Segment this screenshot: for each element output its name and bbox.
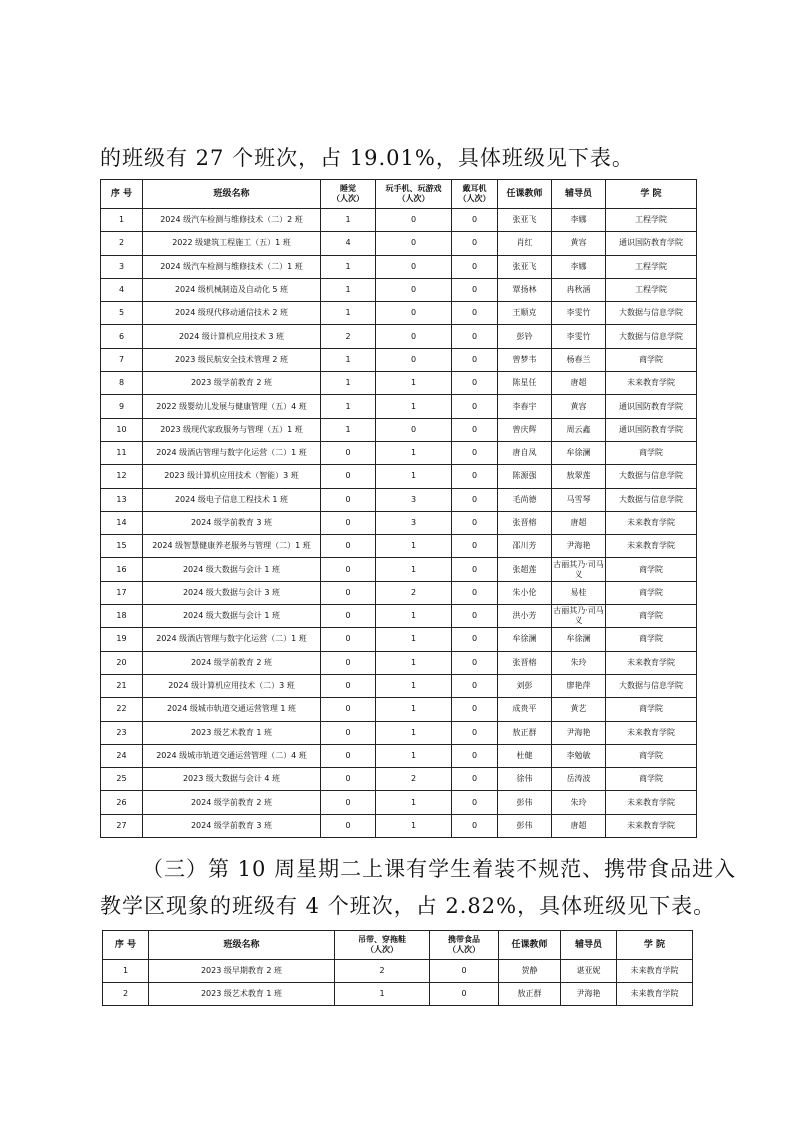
cell-earphone: 0 <box>452 535 498 558</box>
cell-counselor: 李雯竹 <box>552 302 606 325</box>
cell-seq: 19 <box>101 628 143 651</box>
cell-counselor: 朱玲 <box>552 791 606 814</box>
table-row <box>101 535 697 558</box>
cell-counselor: 李娜 <box>552 209 606 232</box>
cell-seq: 16 <box>101 558 143 581</box>
cell-earphone: 0 <box>452 441 498 464</box>
cell-counselor: 牟徐澜 <box>552 628 606 651</box>
cell-seq: 26 <box>101 791 143 814</box>
cell-seq: 4 <box>101 278 143 301</box>
cell-phone: 1 <box>376 465 452 488</box>
cell-teacher: 朱小伦 <box>498 581 552 604</box>
cell-college: 通识国防教育学院 <box>606 232 697 255</box>
table-row <box>101 441 697 464</box>
table-row <box>101 232 697 255</box>
cell-seq: 27 <box>101 814 143 837</box>
cell-earphone: 0 <box>452 558 498 581</box>
cell-seq: 14 <box>101 511 143 534</box>
table-header-row <box>103 931 693 960</box>
cell-counselor: 尹海艳 <box>561 983 617 1006</box>
cell-earphone: 0 <box>452 395 498 418</box>
cell-sleep: 0 <box>321 488 376 511</box>
cell-teacher: 张晋榕 <box>498 511 552 534</box>
header-college: 学 院 <box>617 931 693 960</box>
cell-counselor: 岳涛波 <box>552 768 606 791</box>
table-row <box>101 255 697 278</box>
cell-phone: 1 <box>376 558 452 581</box>
cell-teacher: 邵川芳 <box>498 535 552 558</box>
cell-seq: 6 <box>101 325 143 348</box>
cell-phone: 0 <box>376 418 452 441</box>
cell-class-name: 2022 级婴幼儿发展与健康管理（五）4 班 <box>143 395 321 418</box>
table-row <box>101 674 697 697</box>
cell-seq: 18 <box>101 605 143 628</box>
cell-sleep: 0 <box>321 535 376 558</box>
cell-seq: 3 <box>101 255 143 278</box>
cell-sleep: 1 <box>321 372 376 395</box>
cell-college: 大数据与信息学院 <box>606 674 697 697</box>
cell-class-name: 2023 级学前教育 2 班 <box>143 372 321 395</box>
cell-class-name: 2023 级早期教育 2 班 <box>149 960 335 983</box>
cell-phone: 1 <box>376 721 452 744</box>
cell-sleep: 1 <box>321 278 376 301</box>
header-dress: 吊带、穿拖鞋 （人次） <box>335 931 430 960</box>
header-earphone: 戴耳机 （人次） <box>452 180 498 209</box>
table-row <box>101 581 697 604</box>
cell-counselor: 朱玲 <box>552 651 606 674</box>
cell-earphone: 0 <box>452 418 498 441</box>
table-row <box>101 605 697 628</box>
cell-college: 商学院 <box>606 441 697 464</box>
cell-teacher: 覃扬林 <box>498 278 552 301</box>
cell-college: 未来教育学院 <box>606 721 697 744</box>
cell-counselor: 尹海艳 <box>552 721 606 744</box>
table-row <box>101 488 697 511</box>
cell-dress: 2 <box>335 960 430 983</box>
cell-sleep: 0 <box>321 791 376 814</box>
cell-earphone: 0 <box>452 488 498 511</box>
cell-class-name: 2024 级大数据与会计 3 班 <box>143 581 321 604</box>
cell-phone: 1 <box>376 814 452 837</box>
cell-earphone: 0 <box>452 325 498 348</box>
table-row <box>101 744 697 767</box>
cell-class-name: 2023 级艺术教育 1 班 <box>149 983 335 1006</box>
cell-sleep: 0 <box>321 511 376 534</box>
cell-earphone: 0 <box>452 302 498 325</box>
cell-class-name: 2023 级大数据与会计 4 班 <box>143 768 321 791</box>
cell-phone: 1 <box>376 441 452 464</box>
cell-counselor: 敖翠莲 <box>552 465 606 488</box>
cell-class-name: 2024 级城市轨道交通运营管理（二）4 班 <box>143 744 321 767</box>
cell-class-name: 2023 级艺术教育 1 班 <box>143 721 321 744</box>
cell-earphone: 0 <box>452 628 498 651</box>
cell-class-name: 2024 级城市轨道交通运营管理 1 班 <box>143 698 321 721</box>
cell-class-name: 2024 级学前教育 2 班 <box>143 791 321 814</box>
cell-sleep: 0 <box>321 465 376 488</box>
header-counselor: 辅导员 <box>561 931 617 960</box>
table-row <box>101 791 697 814</box>
cell-college: 商学院 <box>606 348 697 371</box>
cell-class-name: 2024 级现代移动通信技术 2 班 <box>143 302 321 325</box>
cell-counselor: 李勉敏 <box>552 744 606 767</box>
cell-college: 工程学院 <box>606 209 697 232</box>
cell-seq: 1 <box>103 960 149 983</box>
cell-phone: 0 <box>376 232 452 255</box>
cell-teacher: 徐伟 <box>498 768 552 791</box>
cell-seq: 7 <box>101 348 143 371</box>
cell-phone: 1 <box>376 791 452 814</box>
cell-college: 未来教育学院 <box>606 511 697 534</box>
header-food: 携带食品 （人次） <box>430 931 499 960</box>
cell-college: 大数据与信息学院 <box>606 488 697 511</box>
cell-teacher: 贺静 <box>499 960 561 983</box>
cell-counselor: 牟徐澜 <box>552 441 606 464</box>
cell-teacher: 陈源强 <box>498 465 552 488</box>
cell-class-name: 2024 级汽车检测与维修技术（二）1 班 <box>143 255 321 278</box>
cell-teacher: 张超莲 <box>498 558 552 581</box>
cell-seq: 23 <box>101 721 143 744</box>
table-row <box>101 395 697 418</box>
cell-teacher: 毛尚德 <box>498 488 552 511</box>
cell-counselor: 易桂 <box>552 581 606 604</box>
cell-counselor: 李娜 <box>552 255 606 278</box>
cell-sleep: 0 <box>321 768 376 791</box>
cell-teacher: 肖红 <box>498 232 552 255</box>
cell-earphone: 0 <box>452 698 498 721</box>
cell-earphone: 0 <box>452 651 498 674</box>
cell-class-name: 2024 级智慧健康养老服务与管理（二）1 班 <box>143 535 321 558</box>
cell-teacher: 陈星任 <box>498 372 552 395</box>
cell-class-name: 2023 级民航安全技术管理 2 班 <box>143 348 321 371</box>
table-row <box>101 558 697 581</box>
cell-food: 0 <box>430 983 499 1006</box>
cell-class-name: 2024 级学前教育 3 班 <box>143 814 321 837</box>
cell-phone: 1 <box>376 698 452 721</box>
header-phone: 玩手机、玩游戏 （人次） <box>376 180 452 209</box>
cell-counselor: 杨春兰 <box>552 348 606 371</box>
cell-counselor: 唐超 <box>552 814 606 837</box>
cell-teacher: 彭伟 <box>498 791 552 814</box>
cell-teacher: 曾梦韦 <box>498 348 552 371</box>
cell-phone: 1 <box>376 372 452 395</box>
cell-sleep: 1 <box>321 209 376 232</box>
cell-college: 大数据与信息学院 <box>606 325 697 348</box>
cell-earphone: 0 <box>452 721 498 744</box>
cell-earphone: 0 <box>452 768 498 791</box>
cell-class-name: 2024 级电子信息工程技术 1 班 <box>143 488 321 511</box>
cell-sleep: 1 <box>321 418 376 441</box>
cell-phone: 1 <box>376 628 452 651</box>
cell-counselor: 尹海艳 <box>552 535 606 558</box>
cell-college: 商学院 <box>606 628 697 651</box>
table-row <box>101 325 697 348</box>
cell-sleep: 0 <box>321 581 376 604</box>
table-row <box>101 209 697 232</box>
table-header-row <box>101 180 697 209</box>
cell-counselor: 周云鑫 <box>552 418 606 441</box>
cell-seq: 1 <box>101 209 143 232</box>
cell-college: 大数据与信息学院 <box>606 465 697 488</box>
cell-counselor: 廖艳萍 <box>552 674 606 697</box>
cell-seq: 10 <box>101 418 143 441</box>
cell-phone: 3 <box>376 511 452 534</box>
cell-earphone: 0 <box>452 814 498 837</box>
cell-phone: 1 <box>376 535 452 558</box>
cell-seq: 20 <box>101 651 143 674</box>
cell-teacher: 牟徐澜 <box>498 628 552 651</box>
cell-seq: 2 <box>101 232 143 255</box>
intro-paragraph: 的班级有 27 个班次，占 19.01%，具体班级见下表。 <box>100 146 634 170</box>
cell-seq: 8 <box>101 372 143 395</box>
cell-phone: 0 <box>376 278 452 301</box>
cell-class-name: 2024 级计算机应用技术（二）3 班 <box>143 674 321 697</box>
cell-teacher: 成贵平 <box>498 698 552 721</box>
cell-earphone: 0 <box>452 605 498 628</box>
class-violation-table <box>100 179 697 838</box>
cell-college: 商学院 <box>606 558 697 581</box>
cell-phone: 1 <box>376 605 452 628</box>
cell-class-name: 2024 级酒店管理与数字化运营（二）1 班 <box>143 441 321 464</box>
cell-counselor: 唐超 <box>552 372 606 395</box>
cell-sleep: 0 <box>321 628 376 651</box>
header-counselor: 辅导员 <box>552 180 606 209</box>
cell-teacher: 张晋榕 <box>498 651 552 674</box>
header-college: 学 院 <box>606 180 697 209</box>
table-row <box>101 278 697 301</box>
table-row <box>101 348 697 371</box>
cell-seq: 25 <box>101 768 143 791</box>
cell-sleep: 1 <box>321 302 376 325</box>
cell-college: 商学院 <box>606 768 697 791</box>
header-seq: 序 号 <box>103 931 149 960</box>
cell-counselor: 谌亚妮 <box>561 960 617 983</box>
dress-violation-table <box>102 930 693 1006</box>
cell-sleep: 0 <box>321 814 376 837</box>
cell-class-name: 2024 级计算机应用技术 3 班 <box>143 325 321 348</box>
section3-paragraph-line2: 教学区现象的班级有 4 个班次，占 2.82%，具体班级见下表。 <box>100 894 716 918</box>
header-sleep: 睡觉 （人次） <box>321 180 376 209</box>
cell-college: 未来教育学院 <box>606 791 697 814</box>
cell-sleep: 1 <box>321 255 376 278</box>
cell-class-name: 2024 级学前教育 2 班 <box>143 651 321 674</box>
cell-sleep: 0 <box>321 558 376 581</box>
table-row <box>101 721 697 744</box>
cell-food: 0 <box>430 960 499 983</box>
cell-phone: 0 <box>376 302 452 325</box>
header-class-name: 班级名称 <box>143 180 321 209</box>
cell-phone: 0 <box>376 325 452 348</box>
cell-seq: 2 <box>103 983 149 1006</box>
cell-counselor: 李雯竹 <box>552 325 606 348</box>
cell-college: 工程学院 <box>606 255 697 278</box>
cell-counselor: 古丽其乃·司马义 <box>552 605 606 628</box>
cell-earphone: 0 <box>452 209 498 232</box>
cell-class-name: 2024 级机械制造及自动化 5 班 <box>143 278 321 301</box>
cell-sleep: 2 <box>321 325 376 348</box>
cell-teacher: 王顺克 <box>498 302 552 325</box>
cell-college: 商学院 <box>606 744 697 767</box>
cell-phone: 2 <box>376 768 452 791</box>
table-row <box>101 511 697 534</box>
cell-seq: 21 <box>101 674 143 697</box>
cell-teacher: 刘彭 <box>498 674 552 697</box>
cell-sleep: 0 <box>321 698 376 721</box>
cell-counselor: 黄容 <box>552 232 606 255</box>
header-class-name: 班级名称 <box>149 931 335 960</box>
cell-class-name: 2024 级大数据与会计 1 班 <box>143 558 321 581</box>
cell-teacher: 敖正群 <box>498 721 552 744</box>
cell-college: 大数据与信息学院 <box>606 302 697 325</box>
cell-seq: 15 <box>101 535 143 558</box>
cell-seq: 24 <box>101 744 143 767</box>
cell-phone: 0 <box>376 348 452 371</box>
cell-counselor: 唐超 <box>552 511 606 534</box>
cell-teacher: 张亚飞 <box>498 209 552 232</box>
cell-teacher: 张亚飞 <box>498 255 552 278</box>
cell-counselor: 马雪琴 <box>552 488 606 511</box>
cell-seq: 11 <box>101 441 143 464</box>
table-row <box>101 698 697 721</box>
cell-teacher: 曾庆辉 <box>498 418 552 441</box>
cell-sleep: 0 <box>321 674 376 697</box>
cell-class-name: 2022 级建筑工程施工（五）1 班 <box>143 232 321 255</box>
cell-seq: 13 <box>101 488 143 511</box>
cell-seq: 5 <box>101 302 143 325</box>
table-row <box>101 628 697 651</box>
cell-teacher: 洪小芳 <box>498 605 552 628</box>
cell-earphone: 0 <box>452 348 498 371</box>
cell-sleep: 0 <box>321 605 376 628</box>
cell-counselor: 古丽其乃·司马义 <box>552 558 606 581</box>
cell-college: 商学院 <box>606 605 697 628</box>
cell-earphone: 0 <box>452 511 498 534</box>
cell-seq: 12 <box>101 465 143 488</box>
cell-college: 未来教育学院 <box>606 814 697 837</box>
cell-phone: 1 <box>376 395 452 418</box>
table-row <box>101 302 697 325</box>
table-row <box>101 372 697 395</box>
cell-sleep: 1 <box>321 348 376 371</box>
table-row <box>103 983 693 1006</box>
cell-teacher: 敖正群 <box>499 983 561 1006</box>
cell-college: 工程学院 <box>606 278 697 301</box>
cell-phone: 3 <box>376 488 452 511</box>
header-teacher: 任课教师 <box>498 180 552 209</box>
cell-teacher: 唐自凤 <box>498 441 552 464</box>
cell-earphone: 0 <box>452 674 498 697</box>
cell-sleep: 0 <box>321 744 376 767</box>
cell-dress: 1 <box>335 983 430 1006</box>
cell-seq: 9 <box>101 395 143 418</box>
cell-college: 商学院 <box>606 698 697 721</box>
cell-earphone: 0 <box>452 465 498 488</box>
cell-teacher: 彭钤 <box>498 325 552 348</box>
cell-earphone: 0 <box>452 791 498 814</box>
header-teacher: 任课教师 <box>499 931 561 960</box>
cell-sleep: 0 <box>321 441 376 464</box>
cell-seq: 17 <box>101 581 143 604</box>
cell-class-name: 2024 级汽车检测与维修技术（二）2 班 <box>143 209 321 232</box>
cell-phone: 2 <box>376 581 452 604</box>
cell-sleep: 4 <box>321 232 376 255</box>
cell-college: 未来教育学院 <box>617 960 693 983</box>
cell-phone: 1 <box>376 651 452 674</box>
cell-teacher: 杜健 <box>498 744 552 767</box>
cell-college: 未来教育学院 <box>606 372 697 395</box>
section3-paragraph-line1: （三）第 10 周星期二上课有学生着装不规范、携带食品进入 <box>142 857 737 881</box>
cell-earphone: 0 <box>452 232 498 255</box>
cell-counselor: 黄艺 <box>552 698 606 721</box>
cell-sleep: 1 <box>321 395 376 418</box>
cell-college: 通识国防教育学院 <box>606 418 697 441</box>
cell-college: 未来教育学院 <box>617 983 693 1006</box>
cell-teacher: 彭伟 <box>498 814 552 837</box>
cell-counselor: 冉秋涵 <box>552 278 606 301</box>
cell-earphone: 0 <box>452 255 498 278</box>
cell-class-name: 2023 级现代家政服务与管理（五）1 班 <box>143 418 321 441</box>
cell-seq: 22 <box>101 698 143 721</box>
cell-college: 商学院 <box>606 581 697 604</box>
table-row <box>101 814 697 837</box>
cell-sleep: 0 <box>321 721 376 744</box>
table-row <box>101 418 697 441</box>
cell-teacher: 李春宇 <box>498 395 552 418</box>
cell-college: 未来教育学院 <box>606 651 697 674</box>
cell-phone: 0 <box>376 209 452 232</box>
table-row <box>101 651 697 674</box>
table-row <box>103 960 693 983</box>
cell-class-name: 2023 级计算机应用技术（智能）3 班 <box>143 465 321 488</box>
cell-class-name: 2024 级学前教育 3 班 <box>143 511 321 534</box>
cell-earphone: 0 <box>452 278 498 301</box>
header-seq: 序 号 <box>101 180 143 209</box>
cell-phone: 1 <box>376 674 452 697</box>
cell-college: 通识国防教育学院 <box>606 395 697 418</box>
cell-phone: 0 <box>376 255 452 278</box>
cell-earphone: 0 <box>452 581 498 604</box>
table-row <box>101 768 697 791</box>
cell-sleep: 0 <box>321 651 376 674</box>
cell-counselor: 黄容 <box>552 395 606 418</box>
cell-class-name: 2024 级大数据与会计 1 班 <box>143 605 321 628</box>
table-row <box>101 465 697 488</box>
cell-earphone: 0 <box>452 372 498 395</box>
cell-college: 未来教育学院 <box>606 535 697 558</box>
cell-phone: 1 <box>376 744 452 767</box>
cell-class-name: 2024 级酒店管理与数字化运营（二）1 班 <box>143 628 321 651</box>
cell-earphone: 0 <box>452 744 498 767</box>
